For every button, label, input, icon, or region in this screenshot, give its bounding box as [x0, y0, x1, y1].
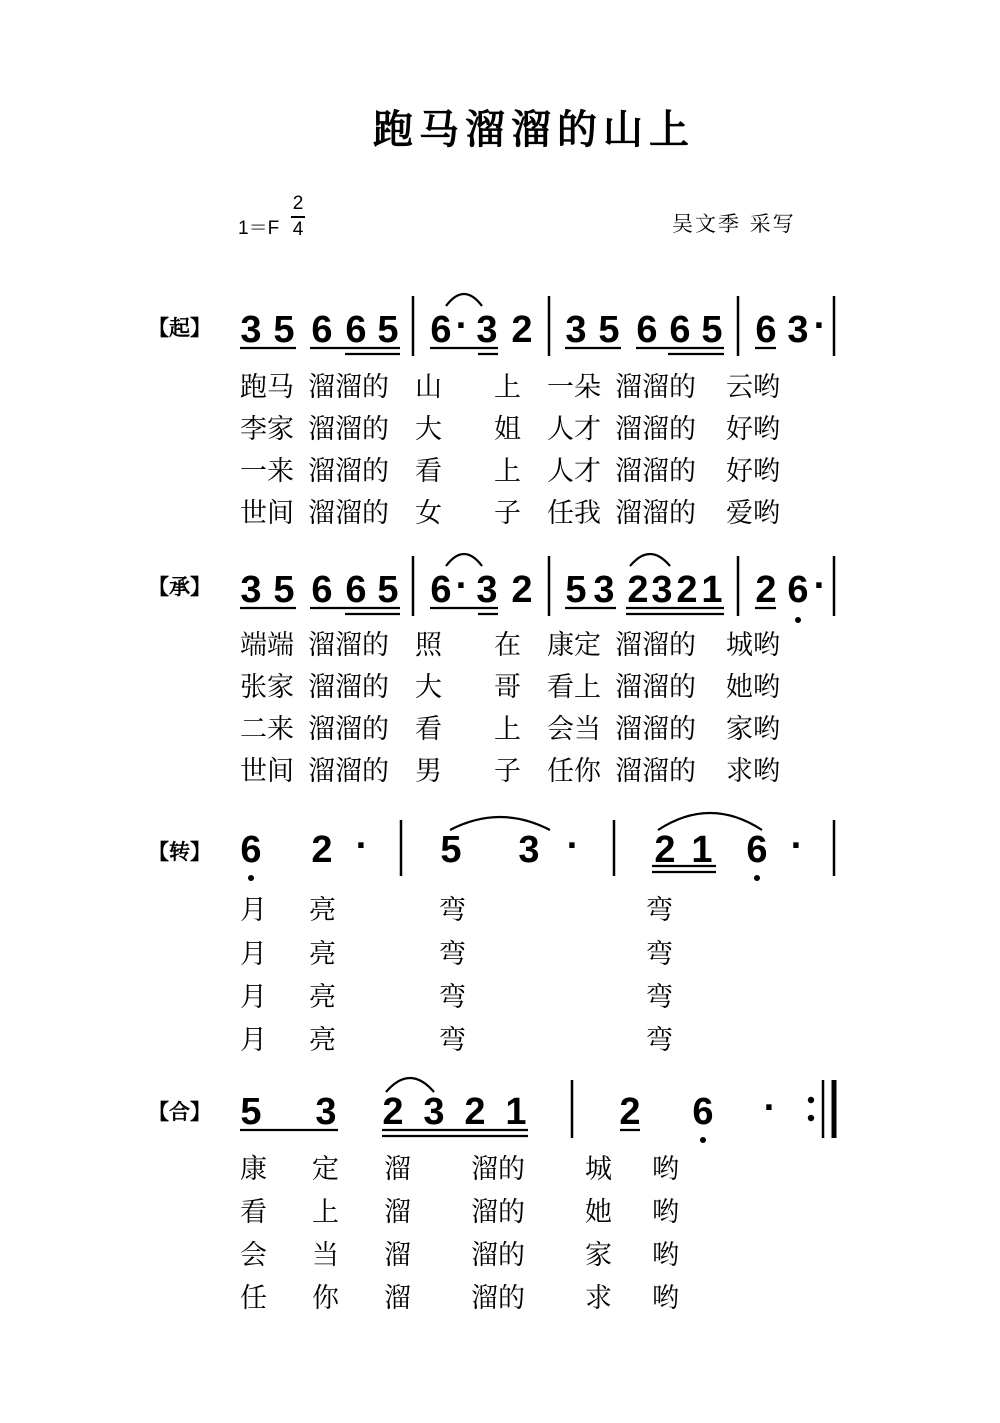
- lyric-char: 任: [547, 498, 574, 529]
- lyric-char: 好: [726, 414, 753, 445]
- lyric-char: 哟: [753, 498, 780, 529]
- note: 2: [627, 569, 649, 611]
- note: 6: [787, 569, 809, 611]
- lyric-char: 城: [585, 1154, 612, 1185]
- lyric-char: 哟: [652, 1240, 679, 1271]
- lyric-char: 才: [574, 456, 601, 487]
- key-signature: 1＝F: [238, 218, 280, 239]
- lyric-char: 上: [494, 714, 521, 745]
- lyric-char: 溜: [335, 714, 362, 745]
- song-title: 跑马溜溜的山上: [373, 106, 695, 153]
- lyric-char: 才: [574, 414, 601, 445]
- lyric-char: 哟: [753, 672, 780, 703]
- lyric-char: 端: [267, 630, 294, 661]
- lyrics-line: [240, 896, 673, 926]
- note: 2: [619, 1091, 641, 1133]
- low-octave-dot: [700, 1137, 706, 1143]
- lyric-char: 亮: [309, 1025, 336, 1056]
- lyric-char: 弯: [439, 939, 466, 970]
- lyrics-line: [240, 1198, 679, 1228]
- time-signature-top: 2: [292, 193, 304, 214]
- note-dot: ·: [813, 565, 827, 607]
- lyrics-line: [240, 1155, 679, 1185]
- section-label-cheng: 【承】: [148, 574, 211, 599]
- note-dot: ·: [455, 565, 469, 607]
- note-dot: ·: [763, 1087, 777, 1129]
- lyric-char: 弯: [646, 1025, 673, 1056]
- lyrics-line: [240, 1241, 679, 1271]
- note: 3: [240, 569, 262, 611]
- note: 6: [311, 569, 333, 611]
- lyrics-line: [240, 631, 780, 661]
- lyric-char: 的: [362, 456, 389, 487]
- note: 5: [701, 309, 723, 351]
- lyric-char: 马: [267, 372, 294, 403]
- lyric-char: 看: [415, 456, 442, 487]
- lyric-char: 的: [362, 630, 389, 661]
- lyrics-line: [240, 715, 780, 745]
- lyric-char: 家: [267, 672, 294, 703]
- note: 6: [755, 309, 777, 351]
- note: 2: [511, 309, 533, 351]
- lyric-char: 溜: [384, 1197, 411, 1228]
- note: 2: [511, 569, 533, 611]
- note: 3: [476, 309, 498, 351]
- lyric-char: 溜: [615, 456, 642, 487]
- lyric-char: 溜: [615, 372, 642, 403]
- note-dot: ·: [790, 825, 804, 867]
- lyric-char: 一: [240, 456, 267, 487]
- lyric-char: 哟: [652, 1283, 679, 1314]
- note: 6: [430, 309, 452, 351]
- lyric-char: 子: [494, 756, 521, 787]
- lyric-char: 爱: [726, 498, 753, 529]
- note: 2: [676, 569, 698, 611]
- note: 6: [669, 309, 691, 351]
- slur: [658, 813, 762, 830]
- lyric-char: 溜: [335, 372, 362, 403]
- lyric-char: 张: [240, 672, 267, 703]
- lyric-char: 溜: [384, 1283, 411, 1314]
- lyric-char: 间: [267, 498, 294, 529]
- lyric-char: 人: [547, 456, 574, 487]
- lyric-char: 端: [240, 630, 267, 661]
- lyric-char: 溜: [308, 630, 335, 661]
- lyrics-line: [240, 457, 780, 487]
- lyric-char: 的: [498, 1154, 525, 1185]
- lyric-char: 在: [494, 630, 521, 661]
- note: 2: [382, 1091, 404, 1133]
- lyric-char: 城: [726, 630, 753, 661]
- lyrics-line: [240, 673, 780, 703]
- lyric-char: 的: [498, 1197, 525, 1228]
- lyric-char: 上: [312, 1197, 339, 1228]
- lyrics-line: [240, 1284, 679, 1314]
- lyric-char: 看: [547, 672, 574, 703]
- note: 6: [692, 1091, 714, 1133]
- lyric-char: 溜: [471, 1240, 498, 1271]
- note: 3: [240, 309, 262, 351]
- lyric-char: 溜: [642, 756, 669, 787]
- lyric-char: 大: [415, 672, 442, 703]
- lyric-char: 溜: [642, 714, 669, 745]
- lyric-char: 溜: [615, 630, 642, 661]
- lyrics-line: [240, 757, 780, 787]
- low-octave-dot: [754, 875, 760, 881]
- lyric-char: 上: [574, 672, 601, 703]
- lyric-char: 哟: [652, 1154, 679, 1185]
- lyric-char: 溜: [308, 456, 335, 487]
- lyric-char: 溜: [384, 1240, 411, 1271]
- lyric-char: 溜: [308, 714, 335, 745]
- lyric-char: 间: [267, 756, 294, 787]
- lyric-char: 会: [240, 1240, 267, 1271]
- note: 5: [377, 569, 399, 611]
- note: 5: [565, 569, 587, 611]
- repeat-dot: [808, 1115, 814, 1121]
- lyric-char: 女: [415, 498, 442, 529]
- lyric-char: 好: [726, 456, 753, 487]
- note: 6: [430, 569, 452, 611]
- lyric-char: 的: [362, 756, 389, 787]
- lyric-char: 溜: [615, 672, 642, 703]
- lyric-char: 任: [240, 1283, 267, 1314]
- lyric-char: 男: [415, 756, 442, 787]
- lyric-char: 世: [240, 756, 267, 787]
- note: 5: [240, 1091, 262, 1133]
- lyric-char: 求: [585, 1283, 612, 1314]
- lyric-char: 溜: [335, 498, 362, 529]
- lyric-char: 亮: [309, 939, 336, 970]
- note: 6: [746, 829, 768, 871]
- lyric-char: 溜: [642, 456, 669, 487]
- lyric-char: 溜: [335, 756, 362, 787]
- lyric-char: 来: [267, 714, 294, 745]
- lyric-char: 的: [498, 1283, 525, 1314]
- lyric-char: 的: [669, 456, 696, 487]
- lyric-char: 溜: [335, 630, 362, 661]
- lyric-char: 你: [312, 1283, 339, 1314]
- lyric-char: 哟: [753, 756, 780, 787]
- lyrics-line: [240, 499, 780, 529]
- lyric-char: 的: [362, 672, 389, 703]
- repeat-dot: [808, 1097, 814, 1103]
- lyric-char: 溜: [642, 414, 669, 445]
- lyric-char: 她: [726, 672, 753, 703]
- lyric-char: 溜: [384, 1154, 411, 1185]
- lyric-char: 弯: [646, 982, 673, 1013]
- lyric-char: 的: [669, 498, 696, 529]
- note: 6: [345, 309, 367, 351]
- lyric-char: 定: [574, 630, 601, 661]
- lyric-char: 溜: [615, 756, 642, 787]
- lyric-char: 的: [362, 372, 389, 403]
- note-dot: ·: [355, 825, 369, 867]
- lyric-char: 世: [240, 498, 267, 529]
- note: 5: [273, 569, 295, 611]
- section-label-he: 【合】: [148, 1099, 211, 1124]
- lyric-char: 当: [312, 1240, 339, 1271]
- lyric-char: 人: [547, 414, 574, 445]
- low-octave-dot: [795, 617, 801, 623]
- lyric-char: 的: [498, 1240, 525, 1271]
- lyric-char: 弯: [646, 939, 673, 970]
- lyric-char: 的: [669, 714, 696, 745]
- lyrics-line: [240, 415, 780, 445]
- lyric-char: 姐: [494, 414, 521, 445]
- section-label-zhuan: 【转】: [148, 839, 211, 864]
- lyric-char: 二: [240, 714, 267, 745]
- credit: 吴文季 采写: [672, 212, 796, 236]
- low-octave-dot: [248, 875, 254, 881]
- lyric-char: 定: [312, 1154, 339, 1185]
- lyric-char: 月: [240, 895, 267, 926]
- lyric-char: 溜: [615, 498, 642, 529]
- lyric-char: 哥: [494, 672, 521, 703]
- note: 3: [423, 1091, 445, 1133]
- note: 5: [273, 309, 295, 351]
- lyric-char: 她: [585, 1197, 612, 1228]
- lyric-char: 康: [547, 630, 574, 661]
- lyric-char: 你: [574, 756, 601, 787]
- lyric-char: 溜: [471, 1283, 498, 1314]
- lyric-char: 哟: [753, 714, 780, 745]
- lyric-char: 溜: [642, 672, 669, 703]
- lyric-char: 当: [574, 714, 601, 745]
- note: 5: [440, 829, 462, 871]
- lyric-char: 哟: [753, 456, 780, 487]
- note: 3: [565, 309, 587, 351]
- note: 3: [651, 569, 673, 611]
- lyric-char: 的: [669, 672, 696, 703]
- lyric-char: 看: [415, 714, 442, 745]
- lyric-char: 的: [669, 630, 696, 661]
- lyric-char: 哟: [753, 372, 780, 403]
- note: 2: [654, 829, 676, 871]
- lyric-char: 溜: [308, 672, 335, 703]
- lyrics-line: [240, 940, 673, 970]
- slur: [630, 554, 670, 566]
- lyric-char: 家: [585, 1240, 612, 1271]
- lyric-char: 弯: [439, 1025, 466, 1056]
- lyric-char: 溜: [308, 414, 335, 445]
- lyric-char: 溜: [642, 372, 669, 403]
- lyric-char: 亮: [309, 895, 336, 926]
- note: 3: [593, 569, 615, 611]
- note: 3: [787, 309, 809, 351]
- lyric-char: 溜: [471, 1197, 498, 1228]
- note: 1: [701, 569, 723, 611]
- section-label-qi: 【起】: [148, 315, 211, 340]
- lyric-char: 溜: [335, 672, 362, 703]
- lyric-char: 的: [362, 714, 389, 745]
- note: 2: [311, 829, 333, 871]
- lyric-char: 子: [494, 498, 521, 529]
- time-signature-bottom: 4: [292, 219, 304, 240]
- lyric-char: 溜: [335, 414, 362, 445]
- lyric-char: 的: [362, 498, 389, 529]
- note: 3: [518, 829, 540, 871]
- lyric-char: 照: [415, 630, 442, 661]
- lyric-char: 看: [240, 1197, 267, 1228]
- lyric-char: 月: [240, 1025, 267, 1056]
- lyric-char: 上: [494, 456, 521, 487]
- lyrics-line: [240, 983, 673, 1013]
- note: 5: [598, 309, 620, 351]
- lyric-char: 我: [574, 498, 601, 529]
- lyric-char: 哟: [652, 1197, 679, 1228]
- lyric-char: 弯: [439, 895, 466, 926]
- lyric-char: 的: [669, 372, 696, 403]
- note: 1: [691, 829, 713, 871]
- lyrics-line: [240, 1026, 673, 1056]
- lyric-char: 李: [240, 414, 267, 445]
- lyric-char: 溜: [471, 1154, 498, 1185]
- lyric-char: 溜: [308, 498, 335, 529]
- slur: [386, 1078, 434, 1092]
- lyric-char: 月: [240, 982, 267, 1013]
- lyric-char: 山: [415, 372, 442, 403]
- lyric-char: 弯: [439, 982, 466, 1013]
- lyric-char: 跑: [240, 372, 267, 403]
- lyric-char: 溜: [615, 414, 642, 445]
- lyric-char: 哟: [753, 414, 780, 445]
- lyric-char: 溜: [308, 372, 335, 403]
- note: 2: [755, 569, 777, 611]
- lyric-char: 哟: [753, 630, 780, 661]
- lyric-char: 溜: [308, 756, 335, 787]
- lyric-char: 溜: [642, 630, 669, 661]
- lyric-char: 会: [547, 714, 574, 745]
- lyric-char: 任: [547, 756, 574, 787]
- note: 3: [476, 569, 498, 611]
- lyric-char: 家: [267, 414, 294, 445]
- note-dot: ·: [455, 305, 469, 347]
- lyric-char: 一: [547, 372, 574, 403]
- note: 3: [315, 1091, 337, 1133]
- lyric-char: 上: [494, 372, 521, 403]
- note: 6: [240, 829, 262, 871]
- lyric-char: 朵: [574, 372, 601, 403]
- lyric-char: 康: [240, 1154, 267, 1185]
- lyric-char: 的: [669, 414, 696, 445]
- lyric-char: 弯: [646, 895, 673, 926]
- note: 6: [345, 569, 367, 611]
- lyric-char: 月: [240, 939, 267, 970]
- lyric-char: 云: [726, 372, 753, 403]
- note: 6: [636, 309, 658, 351]
- note: 6: [311, 309, 333, 351]
- lyric-char: 亮: [309, 982, 336, 1013]
- lyric-char: 溜: [615, 714, 642, 745]
- lyric-char: 求: [726, 756, 753, 787]
- lyric-char: 的: [669, 756, 696, 787]
- note: 1: [505, 1091, 527, 1133]
- lyric-char: 溜: [642, 498, 669, 529]
- lyric-char: 溜: [335, 456, 362, 487]
- lyric-char: 家: [726, 714, 753, 745]
- note-dot: ·: [813, 305, 827, 347]
- lyrics-line: [240, 373, 780, 403]
- lyric-char: 大: [415, 414, 442, 445]
- note: 5: [377, 309, 399, 351]
- lyric-char: 来: [267, 456, 294, 487]
- note-dot: ·: [566, 825, 580, 867]
- note: 2: [464, 1091, 486, 1133]
- lyric-char: 的: [362, 414, 389, 445]
